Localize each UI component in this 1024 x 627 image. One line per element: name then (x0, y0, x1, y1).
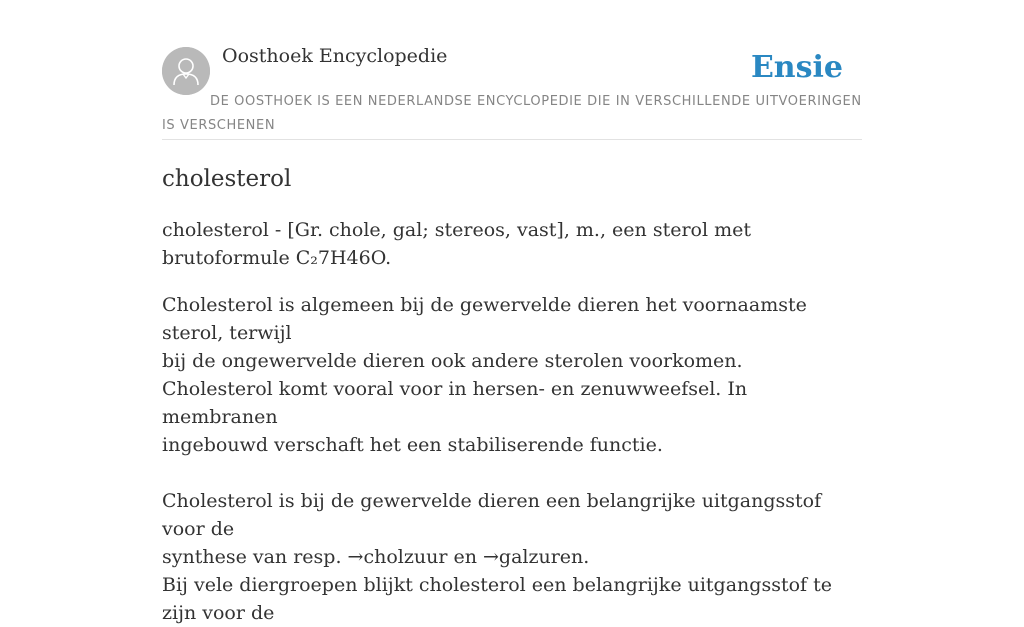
body-text-fragment: synthese van resp. (162, 546, 348, 568)
user-avatar-icon[interactable] (162, 47, 210, 95)
body-line: Cholesterol komt vooral voor in hersen- en zenuwweefsel. In membranen (162, 378, 748, 428)
article-body (162, 291, 862, 627)
body-line: Bij vele diergroepen blijkt cholesterol een belangrijke uitgangsstof te zijn voor de (162, 574, 832, 624)
site-tagline: DE OOSTHOEK IS EEN NEDERLANDSE ENCYCLOPEDIE DIE IN VERSCHILLENDE UITVOERINGEN IS VERSCHENEN (162, 94, 862, 133)
body-text-fragment: . (583, 546, 590, 568)
header (162, 0, 862, 140)
body-text-fragment: en (447, 546, 483, 568)
body-line (162, 543, 862, 571)
body-line: bij de ongewervelde dieren ook andere sterolen voorkomen. (162, 350, 743, 372)
body-line: ingebouwd verschaft het een stabiliserende functie. (162, 434, 663, 456)
body-line: Cholesterol is bij de gewervelde dieren een belangrijke uitgangsstof voor de (162, 490, 822, 540)
body-line: Cholesterol is algemeen bij de gewervelde dieren het voornaamste sterol, terwijl (162, 294, 807, 344)
xref-label: galzuren (498, 546, 584, 568)
paragraph-break (162, 459, 862, 487)
xref-label: cholzuur (363, 546, 448, 568)
definition-text: cholesterol - [Gr. chole, gal; stereos, vast], m., een sterol met brutoformule C₂7H46O. (162, 219, 751, 269)
page-title: cholesterol (162, 166, 292, 192)
xref-arrow-icon: → (347, 546, 364, 568)
brand-logo[interactable]: Ensie (750, 50, 843, 85)
xref-link-cholzuur[interactable] (348, 546, 448, 568)
xref-arrow-icon: → (482, 546, 499, 568)
site-title[interactable]: Oosthoek Encyclopedie (222, 45, 448, 67)
article (162, 140, 862, 627)
xref-link-galzuren[interactable] (483, 546, 583, 568)
page (162, 0, 862, 624)
